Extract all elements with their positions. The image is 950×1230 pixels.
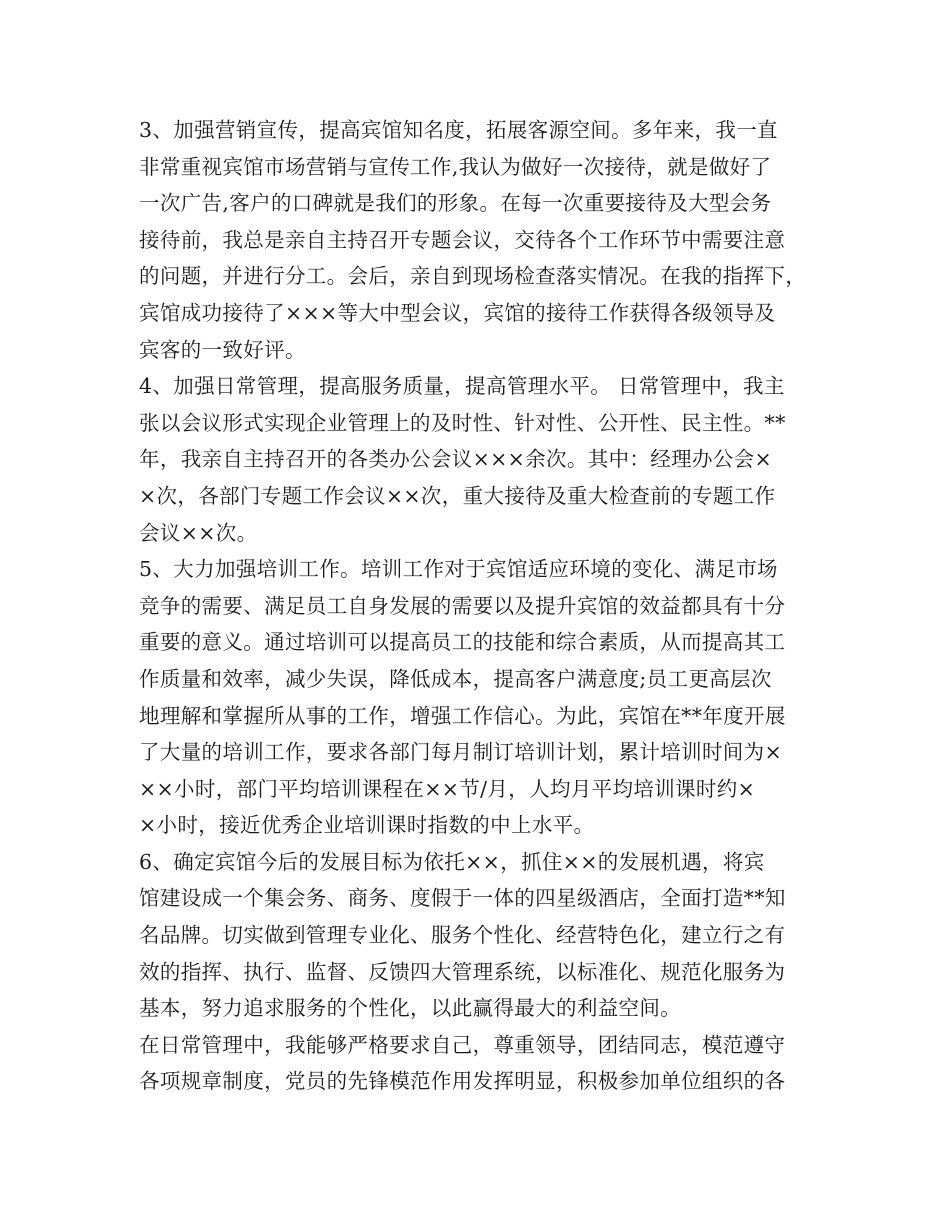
text-line: 6、确定宾馆今后的发展目标为依托××，抓住××的发展机遇，将宾	[139, 849, 765, 874]
text-line: 张以会议形式实现企业管理上的及时性、针对性、公开性、民主性。**	[139, 410, 786, 435]
text-line: ××小时，部门平均培训课程在××节/月，人均月平均培训课时约×	[139, 776, 756, 801]
text-line: ×小时，接近优秀企业培训课时指数的中上水平。	[139, 813, 595, 838]
text-line: 4、加强日常管理，提高服务质量，提高管理水平。 日常管理中，我主	[139, 374, 785, 399]
text-line: 接待前，我总是亲自主持召开专题会议，交待各个工作环节中需要注意	[139, 227, 786, 252]
text-line: 作质量和效率，减少失误，降低成本，提高客户满意度;员工更高层次	[139, 666, 772, 691]
text-line: 馆建设成一个集会务、商务、度假于一体的四星级酒店，全面打造**知	[139, 886, 786, 911]
text-line: 非常重视宾馆市场营销与宣传工作,我认为做好一次接待，就是做好了	[139, 154, 772, 179]
document-body	[139, 112, 819, 1100]
text-line: 重要的意义。通过培训可以提高员工的技能和综合素质，从而提高其工	[139, 630, 786, 655]
text-line: 了大量的培训工作，要求各部门每月制订培训计划，累计培训时间为×	[139, 740, 783, 765]
text-line: 宾客的一致好评。	[139, 337, 306, 362]
text-line: 5、大力加强培训工作。培训工作对于宾馆适应环境的变化、满足市场	[139, 557, 778, 582]
text-line: 3、加强营销宣传，提高宾馆知名度，拓展客源空间。多年来，我一直	[139, 118, 778, 142]
text-line: 宾馆成功接待了×××等大中型会议，宾馆的接待工作获得各级领导及	[139, 300, 776, 325]
text-line: 基本，努力追求服务的个性化，以此赢得最大的利益空间。	[139, 996, 682, 1021]
text-line: 竞争的需要、满足员工自身发展的需要以及提升宾馆的效益都具有十分	[139, 593, 786, 618]
text-line: 效的指挥、执行、监督、反馈四大管理系统，以标准化、规范化服务为	[139, 959, 786, 984]
text-line: 会议××次。	[139, 520, 258, 545]
text-line: ×次，各部门专题工作会议××次，重大接待及重大检查前的专题工作	[139, 483, 776, 508]
text-line: 名品牌。切实做到管理专业化、服务个性化、经营特色化，建立行之有	[139, 923, 786, 948]
text-line: 地理解和掌握所从事的工作，增强工作信心。为此，宾馆在**年度开展	[139, 703, 786, 728]
text-line: 的问题，并进行分工。会后，亲自到现场检查落实情况。在我的指挥下，	[139, 264, 807, 289]
text-line: 一次广告,客户的口碑就是我们的形象。在每一次重要接待及大型会务	[139, 191, 772, 216]
text-line: 在日常管理中，我能够严格要求自己，尊重领导，团结同志，模范遵守	[139, 1032, 786, 1057]
text-line: 各项规章制度，党员的先锋模范作用发挥明显，积极参加单位组织的各	[139, 1069, 786, 1094]
text-line: 年，我亲自主持召开的各类办公会议×××余次。其中：经理办公会×	[139, 447, 773, 472]
